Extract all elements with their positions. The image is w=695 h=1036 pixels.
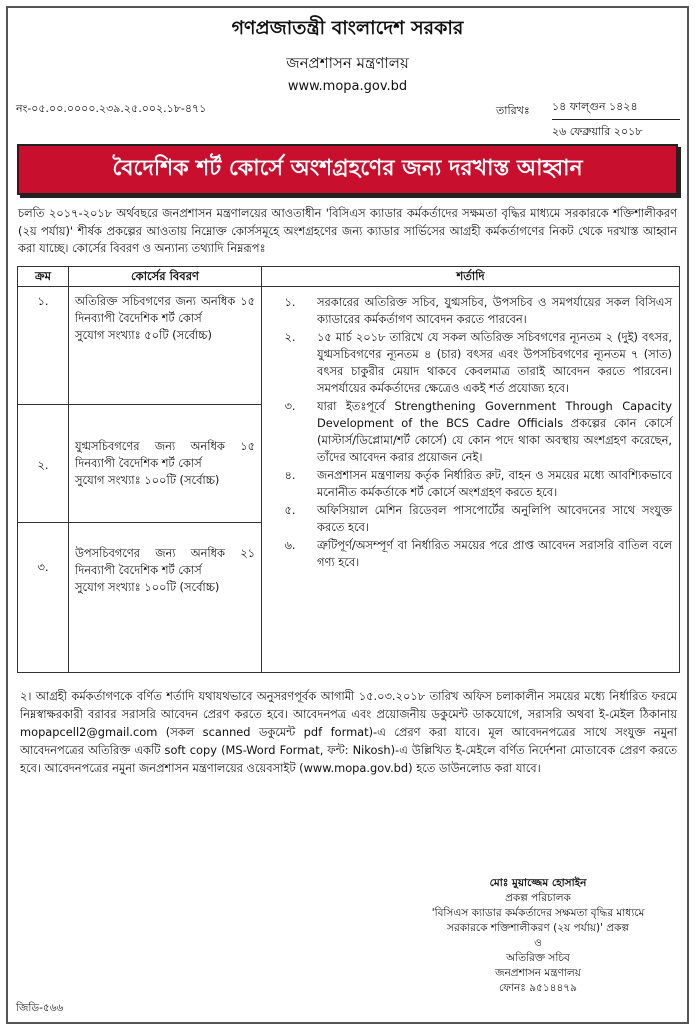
gd-number: জিডি-৫৬৬ — [16, 1002, 64, 1014]
condition-text: ১৫ মার্চ ২০১৮ তারিখে যে সকল অতিরিক্ত সচিবগণের ন্যূনতম ২ (দুই) বৎসর, যুগ্মসচিবগণের ন্যূনতম ৪ (চার) বৎসর এবং উপসচিবগণের ন্যূনতম ৭ (সাত) বৎসর চাকুরীর মেয়াদ থাকবে কেবলমাত্র তারাই আবেদন করতে পারবেন। সমপর্যায়ের কর্মকর্তাদের ক্ষেত্রেও একই শর্ত প্রযোজ্য হবে। — [317, 329, 672, 395]
list-item — [263, 467, 672, 501]
condition-number: ৩. — [284, 398, 296, 413]
list-item — [263, 502, 672, 536]
condition-number: ৬. — [284, 537, 296, 552]
condition-number: ১. — [284, 294, 296, 309]
list-item — [263, 537, 672, 571]
date-box — [552, 98, 680, 142]
table-header-row — [18, 266, 680, 286]
intro-paragraph: চলতি ২০১৭-২০১৮ অর্থবছরে জনপ্রশাসন মন্ত্রণালয়ের আওতাধীন 'বিসিএস ক্যাডার কর্মকর্তাদের সক্ষমতা বৃদ্ধির মাধ্যমে সরকারকে শক্তিশালীকরণ (২য় পর্যায়)' শীর্ষক প্রকল্পের আওতায় নিম্নোক্ত কোর্সসমূহে অংশগ্রহণের জন্য ক্যাডার সার্ভিসের আগ্রহী কর্মকর্তাগণের নিকট থেকে দরখাস্ত আহ্বান করা যাচ্ছে। কোর্সের বিবরণ ও অন্যান্য তথ্যাদি নিম্নরূপঃ — [18, 206, 677, 255]
project-line-2: সরকারকে শক্তিশালীকরণ (২য় পর্যায়)' প্রকল্প — [447, 922, 629, 934]
condition-text: জনপ্রশাসন মন্ত্রণালয় কর্তৃক নির্ধারিত রুট, বাহন ও সময়ের মধ্যে আবশ্যিকভাবে মনোনীত কর্মকর্তাকে শর্ট কোর্সে অংশগ্রহণ করতে হবে। — [317, 467, 672, 499]
row-course — [69, 286, 262, 404]
signature-block — [388, 876, 688, 996]
government-title: গণপ্রজাতন্ত্রী বাংলাদেশ সরকার — [231, 17, 464, 39]
table-row — [18, 286, 680, 404]
condition-number: ৪. — [284, 467, 296, 482]
headline-banner: বৈদেশিক শর্ট কোর্সে অংশগ্রহণের জন্য দরখাস্ত আহ্বান — [17, 144, 678, 195]
condition-number: ৫. — [284, 502, 296, 517]
instructions-paragraph: ২। আগ্রহী কর্মকর্তাগণকে বর্ণিত শর্তাদি যথাযথভাবে অনুসরণপূর্বক আগামী ১৫.০৩.২০১৮ তারিখ অফিস চলাকালীন সময়ের মধ্যে নির্ধারিত ফরমে নিম্নস্বাক্ষরকারী বরাবর সরাসরি আবেদন প্রেরণ করতে হবে। আবেদনপত্র এবং প্রয়োজনীয় ডকুমেন্ট ডাকযোগে, সরাসরি অথবা ই-মেইল ঠিকানায় mopapcell2@gmail.com (সকল scanned ডকুমেন্ট pdf format)-এ প্রেরণ করা যাবে। মূল আবেদনপত্রের সাথে সংযুক্ত নমুনা আবেদনপত্রের অতিরিক্ত একটি soft copy (MS-Word Format, ফন্ট: Nikosh)-এ উল্লিখিত ই-মেইলে বর্ণিত নির্দেশনা মোতাবেক প্রেরণ করতে হবে। আবেদনপত্রের নমুনা জনপ্রশাসন মন্ত্রণালয়ের ওয়েবসাইট (www.mopa.gov.bd) হতে ডাউনলোড করা যাবে। — [20, 688, 677, 775]
condition-text: অফিসিয়াল মেশিন রিডেবল পাসপোর্টের অনুলিপি আবেদনের সাথে সংযুক্ত করতে হবে। — [317, 502, 672, 534]
row-serial: ৩. — [18, 522, 69, 672]
condition-text: যারা ইতঃপূর্বে Strengthening Government Through Capacity Development of the BCS Cadre Officials প্রকল্পের কোন কোর্সে (মাস্টার্স/ডিপ্লোমা/শর্ট কোর্সে) যে কোন পদে থাকা অবস্থায় অংশগ্রহণ করেছেন, তাঁদের আবেদন করার প্রয়োজন নেই। — [317, 398, 672, 464]
project-line-1: 'বিসিএস ক্যাডার কর্মকর্তাদের সক্ষমতা বৃদ্ধির মাধ্যমে — [431, 907, 645, 919]
row-serial: ১. — [18, 286, 69, 404]
row-course — [69, 404, 262, 522]
memo-number: নং-০৫.০০.০০০০.২৩৯.২৫.০০২.১৮-৪৭১ — [16, 102, 207, 115]
course-description: অতিরিক্ত সচিবগণের জন্য অনধিক ১৫ দিনব্যাপী বৈদেশিক শর্ট কোর্স — [75, 293, 255, 325]
row-course — [69, 522, 262, 672]
condition-number: ২. — [284, 329, 296, 344]
signatory-phone: ফোনঃ ৯৫১৪৪৭৯ — [499, 982, 577, 994]
date-label: তারিখঃ — [496, 104, 530, 117]
list-item — [263, 398, 672, 466]
header-conditions: শর্তাদি — [262, 266, 680, 286]
circular-page — [6, 6, 689, 1024]
list-item — [263, 294, 672, 328]
row-serial: ২. — [18, 404, 69, 522]
course-capacity: সুযোগ সংখ্যাঃ ৫০টি (সর্বোচ্চ) — [75, 327, 212, 342]
condition-text: সরকারের অতিরিক্ত সচিব, যুগ্মসচিব, উপসচিব ও সমপর্যায়ের সকল বিসিএস ক্যাডারের কর্মকর্তাগণ আবেদন করতে পারবেন। — [317, 294, 672, 326]
website-link[interactable]: www.mopa.gov.bd — [287, 79, 408, 94]
memo-row — [8, 98, 687, 140]
ministry-name: জনপ্রশাসন মন্ত্রণালয় — [286, 54, 409, 72]
signatory-name: মোঃ মুয়াজ্জেম হোসাইন — [489, 877, 587, 889]
conjunction: ও — [534, 937, 542, 949]
condition-text: ত্রুটিপূর্ণ/অসম্পূর্ণ বা নির্ধারিত সময়ের পরে প্রাপ্ত আবেদন সরাসরি বাতিল বলে গণ্য হবে। — [317, 537, 672, 569]
conditions-list — [263, 288, 678, 578]
signatory-ministry: জনপ্রশাসন মন্ত্রণালয় — [495, 967, 581, 979]
list-item — [263, 329, 672, 397]
course-description: যুগ্মসচিবগণের জন্য অনধিক ১৫ দিনব্যাপী বৈদেশিক শর্ট কোর্স — [75, 438, 255, 470]
course-description: উপসচিবগণের জন্য অনধিক ২১ দিনব্যাপী বৈদেশিক শর্ট কোর্স — [75, 545, 255, 577]
header-serial: ক্রম — [18, 266, 69, 286]
signatory-title-2: অতিরিক্ত সচিব — [506, 952, 570, 964]
conditions-cell — [262, 286, 680, 672]
course-table — [17, 266, 680, 673]
header-course: কোর্সের বিবরণ — [69, 266, 262, 286]
course-capacity: সুযোগ সংখ্যাঃ ১০০টি (সর্বোচ্চ) — [75, 579, 220, 594]
course-capacity: সুযোগ সংখ্যাঃ ১০০টি (সর্বোচ্চ) — [75, 472, 220, 487]
date-bangla: ১৪ ফাল্গুন ১৪২৪ — [552, 98, 680, 120]
date-english: ২৬ ফেব্রুয়ারি ২০১৮ — [552, 125, 643, 138]
signatory-title: প্রকল্প পরিচালক — [505, 892, 571, 904]
